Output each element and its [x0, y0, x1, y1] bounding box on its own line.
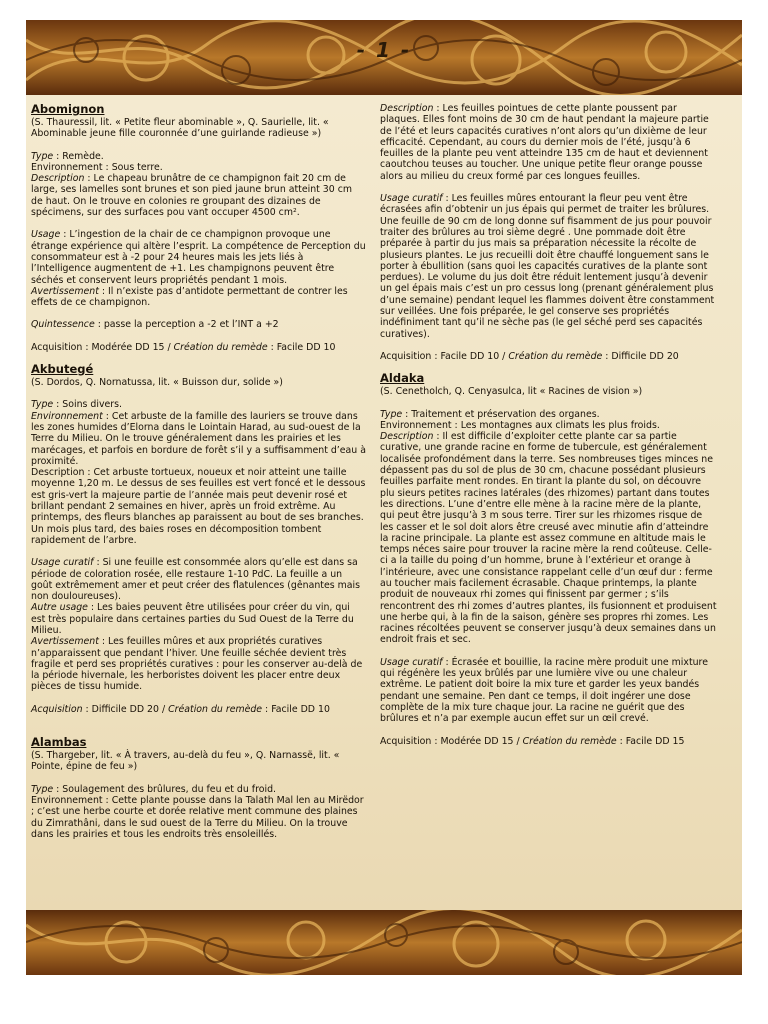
entry-type: Type : Soins divers.	[31, 399, 122, 411]
entry-abomignon	[31, 103, 366, 353]
entry-akbutege	[31, 363, 366, 715]
entry-description: Description : Il est difficile d’exploiter cette plante car sa partie curative, une grande racine en forme de tubercule, est généralement localisée profondément dans la terre. Ses nombreuses tiges minces ne dépassent pas du sol de plus de 30 cm, chacune possédant plusieurs feuilles parfaite ment rondes. En tirant la plante du sol, on découvre plu sieurs petites racines latérales (des rhizomes) partant dans toutes les directions. L’une d’entre elle mène à la racine mère de la plante, qui peut être jusqu’à 3 m sous terre. Tirer sur les rhizomes risque de les casser et le sol doit alors être creusé avec minutie afin d’atteindre la racine principale. La plante est assez commune en altitude mais le temps néces saire pour trouver la racine mère la rend coûteuse. Celle-ci a la taille du poing d’un homme, brune à l’extérieur et orange à l’intérieure, avec une consistance rappelant celle d’un œuf dur : ferme au toucher mais facilement écrasable. Chaque printemps, la plante produit de nouveaux rhi zomes qui finissent par germer ; s’ils rencontrent des rhi zomes d’autres plantes, ils fusionnent et produisent une herbe qui, à la fin de la saison, génère ses propres rhi zomes. Les racines récoltées peuvent se conserver jusqu’à deux semaines dans un endroit frais et sec.	[380, 431, 717, 646]
entry-acquisition: Acquisition : Facile DD 10 / Création du remède : Difficile DD 20	[380, 350, 679, 362]
entry-warning: Avertissement : Il n’existe pas d’antidote permettant de contrer les effets de ce champignon.	[31, 285, 348, 309]
entry-title: Aldaka	[380, 371, 425, 386]
entry-description: Description : Cet arbuste tortueux, noueux et noir atteint une taille moyenne 1,20 m. Le dessus de ses feuilles est vert foncé et le dessous est gris-vert la majeure partie de l’année mais peut devenir rosé et brillant pendant 2 semaines en hiver, après un froid extrême. Au printemps, des fleurs blanches ap paraissent au bout de ses branches. Un mois plus tard, des baies roses en décomposition tombent rapidement de l’arbre.	[31, 467, 366, 546]
entry-curative-usage: Usage curatif : Si une feuille est consommée alors qu’elle est dans sa période de coloration rosée, elle restaure 1-10 PdC. La feuille a un goût extrêmement amer et peut créer des flatulences (gênantes mais non douloureuses).	[31, 557, 360, 603]
left-column	[31, 103, 366, 850]
entry-environment: Environnement : Cet arbuste de la famille des lauriers se trouve dans les zones humides d’Elorna dans le Lointain Harad, au sud-ouest de la Terre du Milieu. On le trouve généralement dans les prairies et les marécages, et parfois en bordure de forêt s’il y a suffisamment d’eau à proximité.	[31, 410, 366, 467]
entry-title: Alambas	[31, 735, 87, 750]
entry-curative-usage: Usage curatif : Écrasée et bouillie, la racine mère produit une mixture qui régénère les yeux brûlés par une lumière vive ou une chaleur extrême. Le patient doit boire la mix ture et garder les yeux bandés pendant une semaine. Pen dant ce temps, il doit ingérer une dose complète de la mix ture chaque jour. La racine ne guérit que des brûlures et n’a par exemple aucun effet sur un œil crevé.	[380, 656, 708, 725]
entry-type: Type : Remède.	[31, 150, 104, 162]
entry-warning: Avertissement : Les feuilles mûres et aux propriétés curatives n’apparaissent que pendant l’hiver. Une feuille séchée devient très fragile et perd ses propriétés curatives : pour les conserver au-delà de la période hivernale, les herboristes doivent les placer entre deux pièces de tissu humide.	[31, 636, 363, 693]
entry-other-usage: Autre usage : Les baies peuvent être utilisées pour créer du vin, qui est très populaire dans certaines parties du Sud Ouest de la Terre du Milieu.	[31, 602, 354, 636]
entry-aldaka	[380, 372, 718, 747]
entry-acquisition: Acquisition : Modérée DD 15 / Création du remède : Facile DD 10	[31, 341, 336, 353]
ornament-pattern	[26, 910, 742, 975]
entry-environment: Environnement : Cette plante pousse dans la Talath Mal len au Mirëdor ; c’est une herbe courte et dorée relative ment commune des plaines du Zimrathâni, dans le sud ouest de la Terre du Milieu. On la trouve dans les prairies et tous les endroits très ensoleillés.	[31, 794, 364, 840]
entry-environment: Environnement : Sous terre.	[31, 161, 163, 173]
entry-etymology: (S. Dordos, Q. Nornatussa, lit. « Buisson dur, solide »)	[31, 377, 283, 389]
entry-title: Abomignon	[31, 102, 105, 116]
ornamental-footer-band	[26, 910, 742, 975]
entry-description: Description : Les feuilles pointues de cette plante poussent par plaques. Elles font moins de 30 cm de haut pendant la majeure partie de l’été et leurs capacités curatives n’ont alors qu’un dixième de leur efficacité. Cependant, au cours du dernier mois de l’été, jusqu’à 6 feuilles de la plante peu vent atteindre 135 cm de haut et deviennent caoutchou teuses au toucher. Une unique petite fleur orange pousse alors au milieu du creux formé par ces longues feuilles.	[380, 103, 709, 182]
page-number: - 1 -	[356, 38, 412, 62]
entry-curative-usage: Usage curatif : Les feuilles mûres entourant la fleur peu vent être écrasées afin d’obtenir un jus épais qui permet de traiter les brûlures. Une feuille de 90 cm de long donne suf fisamment de jus pour pouvoir traiter des brûlures au troi sième degré . Une pommade doit être préparée à partir du jus mais sa préparation nécessite la récolte de plusieurs plantes. Le jus recueilli doit être chauffé longuement sans le porter à ébullition (sans quoi les capacités curatives de la plante sont perdues). Le volume du jus doit être réduit lentement jusqu’à devenir un gel épais mais c’est un pro cessus long (prenant généralement plus d’une semaine) pendant lequel les flammes doivent être constamment sur veillées. Une fois préparée, le gel conserve ses propriétés indéfiniment tant qu’il ne sèche pas (le gel séché perd ses capacités curatives).	[380, 193, 715, 340]
entry-etymology: (S. Cenetholch, Q. Cenyasulca, lit « Racines de vision »)	[380, 386, 643, 398]
entry-alambas	[31, 736, 366, 840]
entry-usage: Usage : L’ingestion de la chair de ce champignon provoque une étrange expérience qui altère l’esprit. La compétence de Perception du consommateur est à -2 pour 24 heures mais les jets liés à l’Intelligence augmentent de +1. Les champignons peuvent être séchés et conservent leurs propriétés pendant 1 mois.	[31, 229, 366, 286]
entry-etymology: (S. Thargeber, lit. « À travers, au-delà du feu », Q. Narnassë, lit. « Pointe, épine de feu »)	[31, 750, 340, 773]
entry-description: Description : Le chapeau brunâtre de ce champignon fait 20 cm de large, ses lamelles sont brunes et son pied jaune brun atteint 30 cm de haut. On le trouve en colonies re groupant des dizaines de spécimens, sur des surfaces pou vant occuper 4500 cm².	[31, 173, 352, 219]
ornamental-header-band	[26, 20, 742, 95]
entry-type: Type : Soulagement des brûlures, du feu et du froid.	[31, 783, 277, 795]
entry-alambas-continued	[380, 103, 718, 362]
entry-title: Akbutegé	[31, 362, 94, 377]
entry-type: Type : Traitement et préservation des organes.	[380, 408, 600, 420]
entry-acquisition: Acquisition : Difficile DD 20 / Création du remède : Facile DD 10	[31, 703, 330, 715]
entry-quintessence: Quintessence : passe la perception a -2 et l’INT a +2	[31, 319, 279, 331]
parchment-content-area	[26, 95, 742, 910]
entry-environment: Environnement : Les montagnes aux climats les plus froids.	[380, 419, 660, 431]
right-column	[380, 103, 718, 757]
document-page	[26, 20, 742, 975]
entry-acquisition: Acquisition : Modérée DD 15 / Création du remède : Facile DD 15	[380, 735, 685, 747]
entry-etymology: (S. Thauressil, lit. « Petite fleur abominable », Q. Saurielle, lit. « Abominable jeune fille couronnée d’une guirlande radieuse »)	[31, 117, 329, 140]
